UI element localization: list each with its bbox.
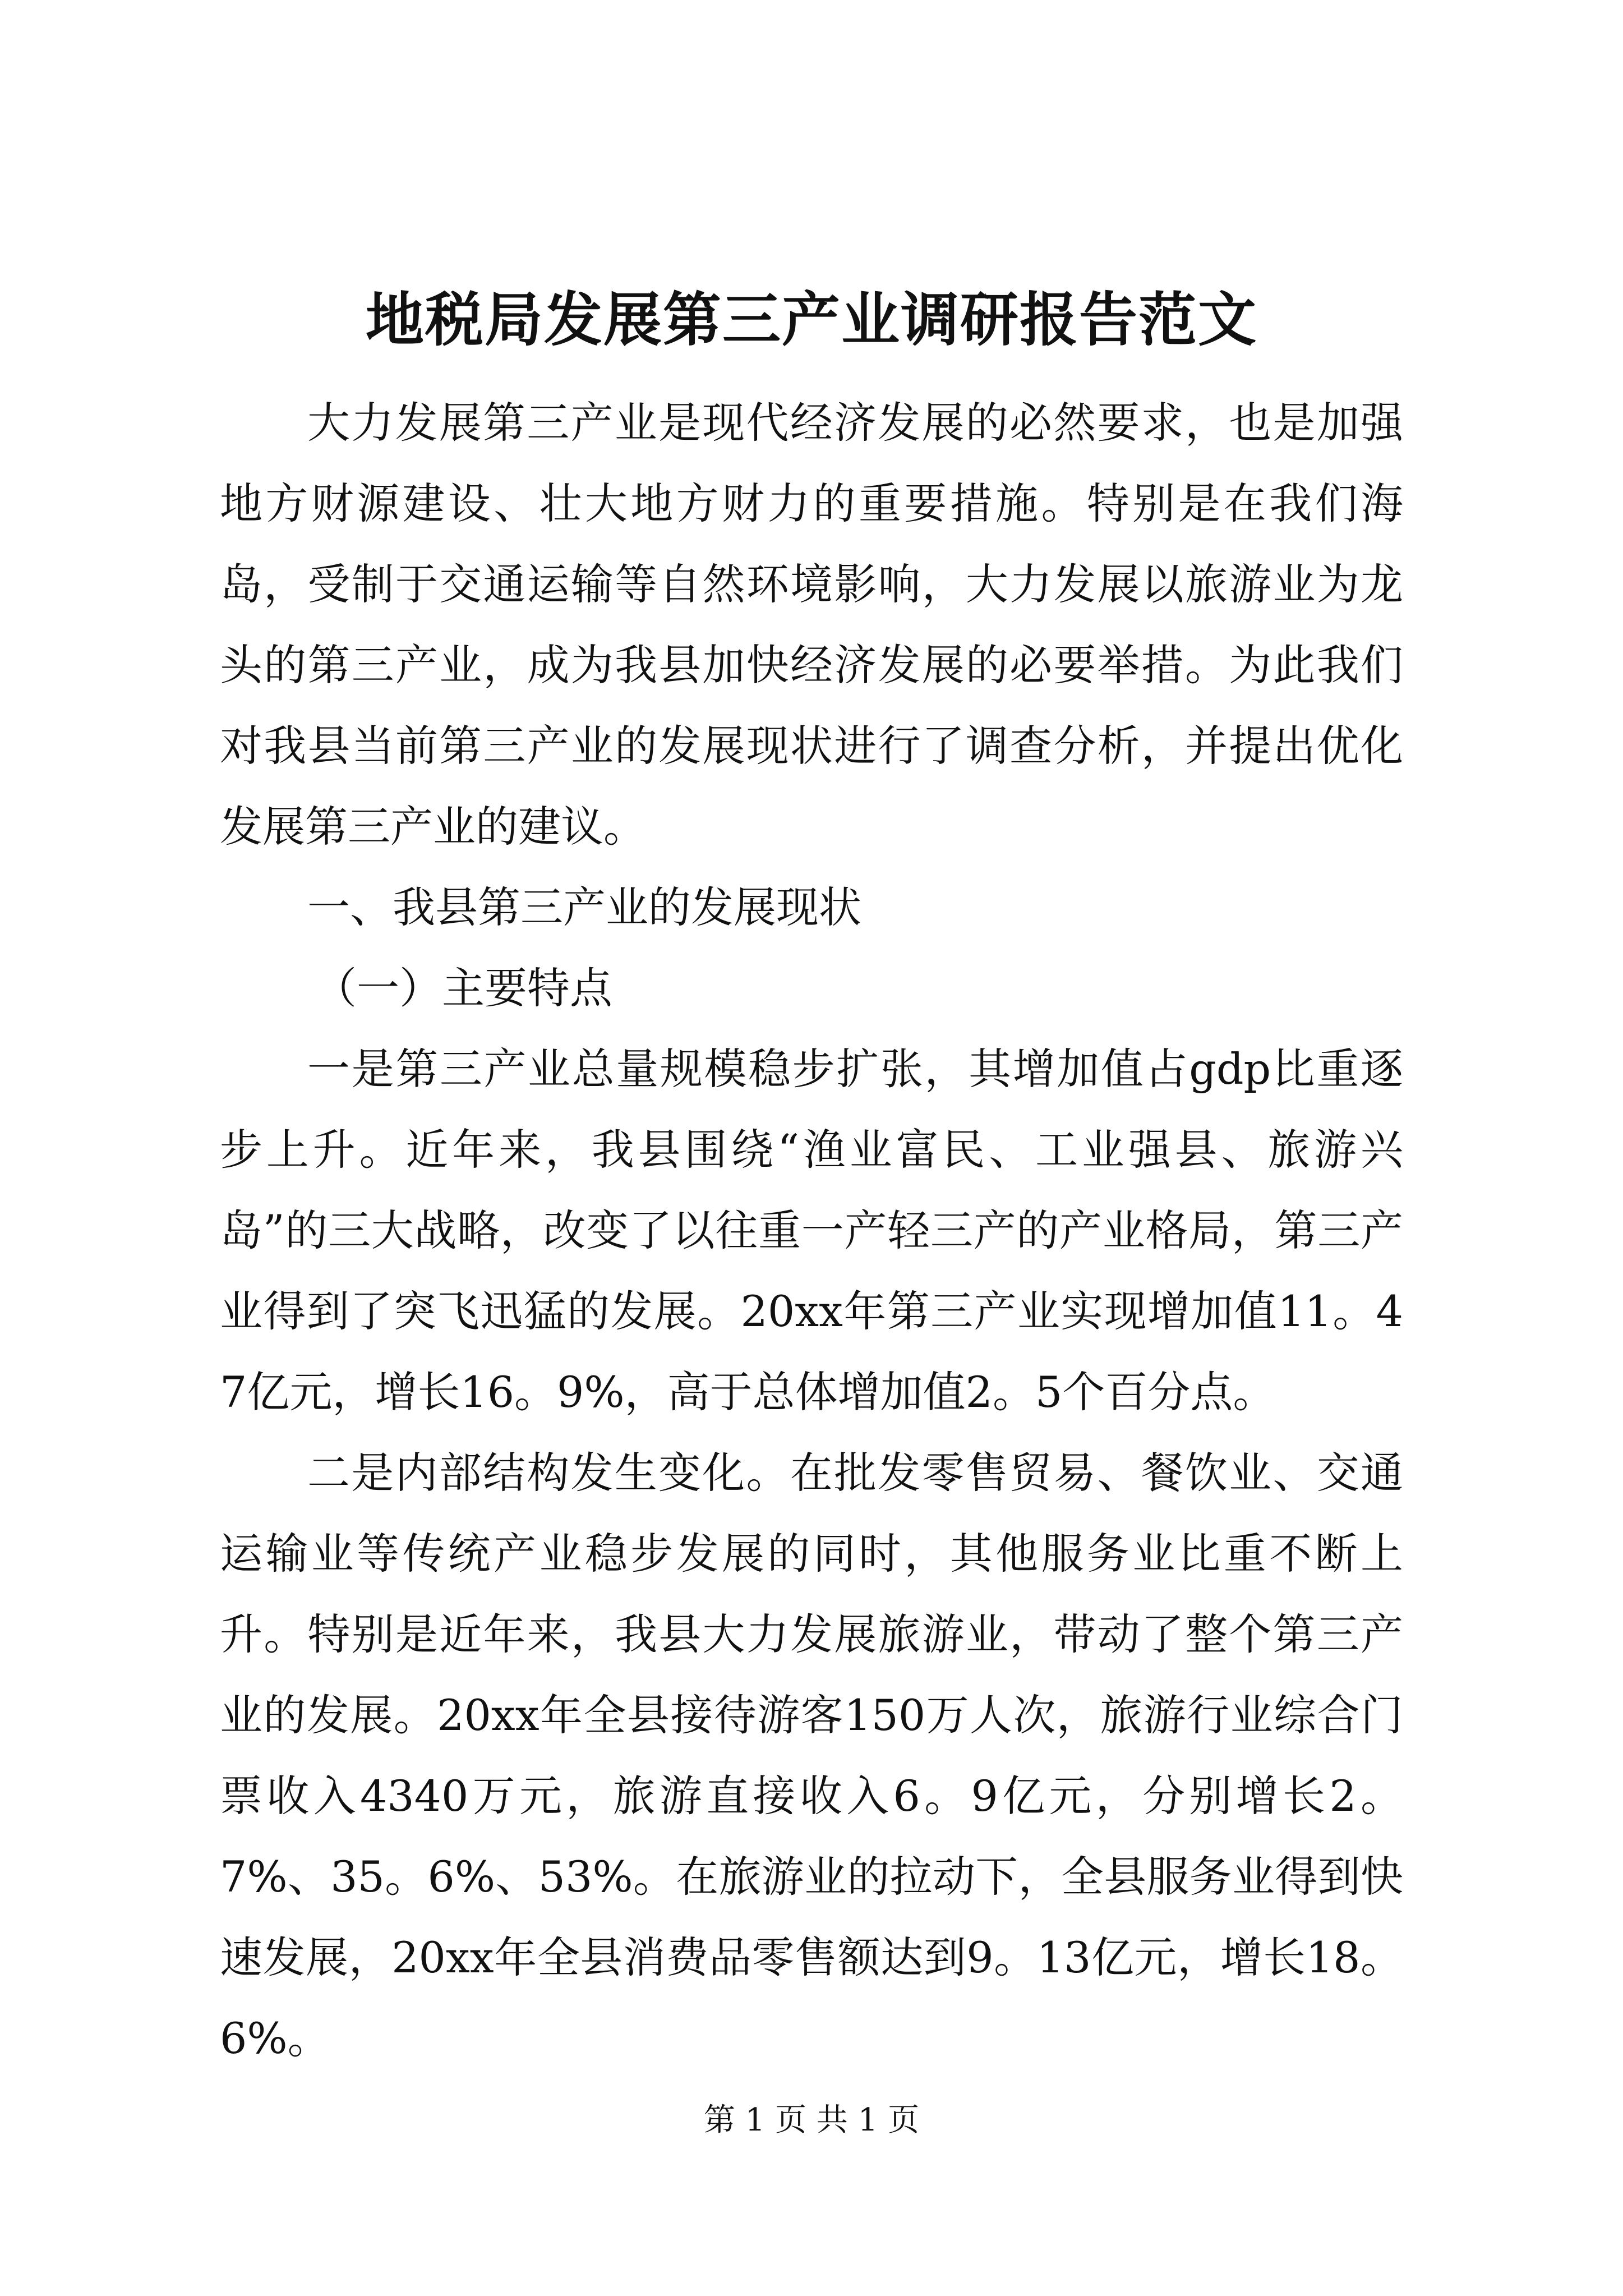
- point-paragraph-2: 二是内部结构发生变化。在批发零售贸易、餐饮业、交通运输业等传统产业稳步发展的同时，其他服务业比重不断上升。特别是近年来，我县大力发展旅游业，带动了整个第三产业的发展。20xx年全县接待游客150万人次，旅游行业综合门票收入4340万元，旅游直接收入6。9亿元，分别增长2。7%、35。6%、53%。在旅游业的拉动下，全县服务业得到快速发展，20xx年全县消费品零售额达到9。13亿元，增长18。6%。: [220, 1448, 1403, 2063]
- document-title: 地税局发展第三产业调研报告范文: [365, 285, 1257, 354]
- document-body: [220, 383, 1403, 2079]
- section-heading: 一、我县第三产业的发展现状: [307, 882, 861, 932]
- point-paragraph-1: 一是第三产业总量规模稳步扩张，其增加值占gdp比重逐步上升。近年来，我县围绕“渔业富民、工业强县、旅游兴岛”的三大战略，改变了以往重一产轻三产的产业格局，第三产业得到了突飞迅猛的发展。20xx年第三产业实现增加值11。47亿元，增长16。9%，高于总体增加值2。5个百分点。: [220, 1044, 1403, 1417]
- intro-paragraph: 大力发展第三产业是现代经济发展的必然要求，也是加强地方财源建设、壮大地方财力的重要措施。特别是在我们海岛，受制于交通运输等自然环境影响，大力发展以旅游业为龙头的第三产业，成为我县加快经济发展的必要举措。为此我们对我县当前第三产业的发展现状进行了调查分析，并提出优化发展第三产业的建议。: [220, 398, 1403, 852]
- page-footer: 第 1 页 共 1 页: [703, 2102, 920, 2138]
- sub-heading: （一）主要特点: [314, 963, 612, 1013]
